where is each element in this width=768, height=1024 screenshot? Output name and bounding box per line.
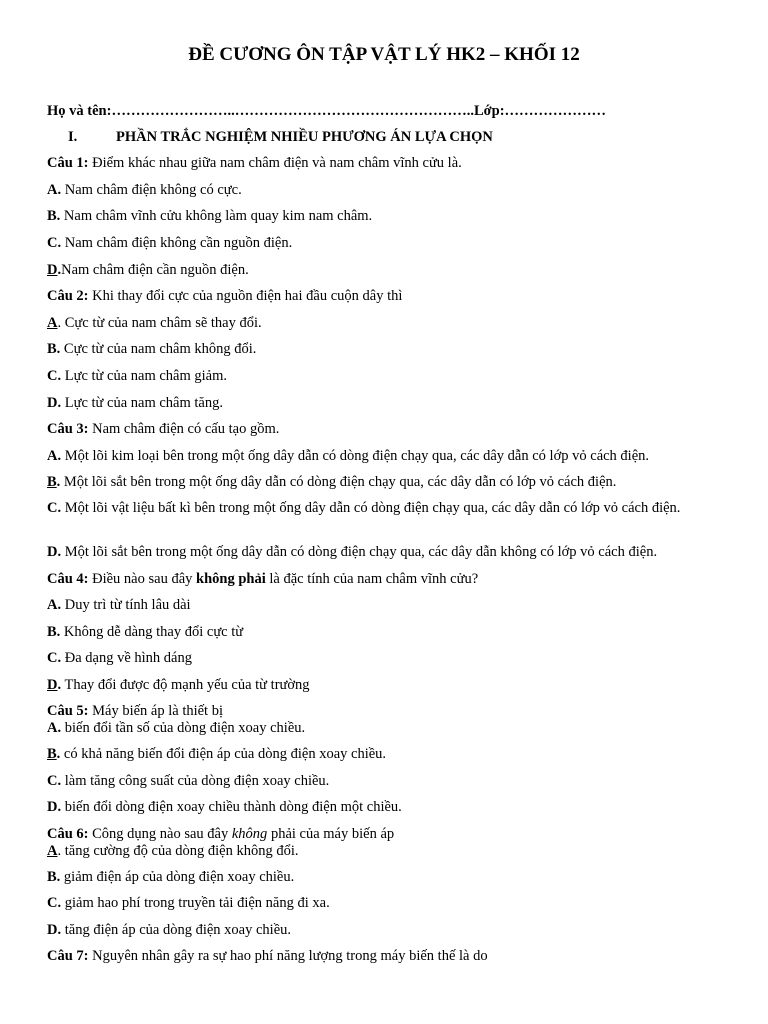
q2-option-d: D. Lực từ của nam châm tăng. — [47, 395, 223, 411]
question-5 — [47, 703, 727, 720]
q1-option-c: C. Nam châm điện không cần nguồn điện. — [47, 235, 293, 251]
option-letter: D — [47, 799, 58, 815]
option-text: tăng điện áp của dòng điện xoay chiều. — [61, 922, 292, 938]
q1-option-d: D.Nam châm điện cần nguồn điện. — [47, 262, 249, 278]
q5-option-a: A. biến đổi tần số của dòng điện xoay chiều. — [47, 720, 306, 736]
option-text: Một lõi sắt bên trong một ống dây dẫn có dòng điện chạy qua, các dây dẫn không có lớp vỏ cách điện. — [61, 544, 658, 560]
q3-option-a: A. Một lõi kim loại bên trong một ống dây dẫn có dòng điện chạy qua, các dây dẫn có lớp vỏ cách điện. — [47, 448, 650, 464]
question-emphasis: không — [231, 826, 268, 842]
option-text: Đa dạng về hình dáng — [61, 650, 192, 666]
question-text: phải của máy biến áp — [267, 826, 395, 842]
option-letter: B — [47, 208, 57, 224]
question-text: Khi thay đổi cực của nguồn điện hai đầu cuộn dây thì — [88, 288, 403, 304]
q3-option-d: D. Một lõi sắt bên trong một ống dây dẫn có dòng điện chạy qua, các dây dẫn không có lớp vỏ cách điện. — [47, 544, 658, 560]
q1-option-a: A. Nam châm điện không có cực. — [47, 182, 242, 198]
question-1 — [47, 155, 727, 172]
option-letter: A — [47, 182, 58, 198]
class-label: Lớp: — [473, 103, 505, 119]
question-text: Máy biến áp là thiết bị — [88, 703, 223, 719]
option-text: Duy trì từ tính lâu dài — [61, 597, 191, 613]
option-text: Nam châm điện không có cực. — [61, 182, 242, 198]
question-text: Điểm khác nhau giữa nam châm điện và nam châm vĩnh cửu là. — [88, 155, 462, 171]
q5-option-d: D. biến đổi dòng điện xoay chiều thành dòng điện một chiều. — [47, 799, 402, 815]
option-letter: B — [47, 624, 57, 640]
question-text: Nguyên nhân gây ra sự hao phí năng lượng trong máy biến thế là do — [88, 948, 488, 964]
q5-option-c: C. làm tăng công suất của dòng điện xoay chiều. — [47, 773, 330, 789]
q2-option-b: B. Cực từ của nam châm không đổi. — [47, 341, 257, 357]
option-letter: D — [47, 395, 58, 411]
q6-option-a: A. tăng cường độ của dòng điện không đổi. — [47, 843, 299, 859]
question-7 — [47, 948, 727, 965]
q6-option-d: D. tăng điện áp của dòng điện xoay chiều. — [47, 922, 292, 938]
question-label: Câu 2: — [47, 288, 89, 304]
question-label: Câu 4: — [47, 571, 89, 587]
option-letter: A — [47, 448, 58, 464]
section-number: I. — [68, 129, 78, 145]
option-text: tăng cường độ của dòng điện không đổi. — [61, 843, 299, 859]
q5-option-b: B. có khả năng biến đổi điện áp của dòng điện xoay chiều. — [47, 746, 387, 762]
option-letter: D — [47, 544, 58, 560]
q2-option-c: C. Lực từ của nam châm giảm. — [47, 368, 228, 384]
question-emphasis: không phải — [196, 571, 266, 587]
option-text: Thay đổi được độ mạnh yếu của từ trường — [61, 677, 310, 693]
option-letter: B — [47, 341, 57, 357]
option-text: biến đổi dòng điện xoay chiều thành dòng điện một chiều. — [61, 799, 402, 815]
option-text: Một lõi sắt bên trong một ống dây dẫn có dòng điện chạy qua, các dây dẫn có lớp vỏ cách điện. — [60, 474, 617, 490]
option-letter: C — [47, 650, 58, 666]
class-blank: ………………… — [504, 103, 607, 119]
q2-option-a: A. Cực từ của nam châm sẽ thay đổi. — [47, 315, 262, 331]
option-letter-answer: B — [47, 746, 57, 762]
question-4 — [47, 571, 727, 588]
option-text: Một lõi vật liệu bất kì bên trong một ống dây dẫn có dòng điện chạy qua, các dây dẫn có lớp vỏ cách điện. — [61, 500, 681, 516]
q4-option-b: B. Không dễ dàng thay đổi cực từ — [47, 624, 244, 640]
option-text: Nam châm vĩnh cửu không làm quay kim nam châm. — [60, 208, 373, 224]
option-letter: C — [47, 235, 58, 251]
question-3 — [47, 421, 727, 438]
option-text: Nam châm điện không cần nguồn điện. — [61, 235, 293, 251]
question-label: Câu 3: — [47, 421, 89, 437]
q4-option-a: A. Duy trì từ tính lâu dài — [47, 597, 191, 613]
question-label: Câu 5: — [47, 703, 89, 719]
option-letter: A — [47, 720, 58, 736]
option-letter-answer: D — [47, 677, 58, 693]
option-text: làm tăng công suất của dòng điện xoay chiều. — [61, 773, 330, 789]
name-blank: ……………………..………………………………………….. — [111, 103, 474, 119]
q6-option-c: C. giảm hao phí trong truyền tải điện năng đi xa. — [47, 895, 330, 911]
question-label: Câu 7: — [47, 948, 89, 964]
option-letter: C — [47, 368, 58, 384]
option-text: Lực từ của nam châm giảm. — [61, 368, 228, 384]
student-info-line — [47, 103, 727, 120]
option-letter: D — [47, 922, 58, 938]
option-letter: C — [47, 895, 58, 911]
option-text: Không dễ dàng thay đổi cực từ — [60, 624, 244, 640]
document-title: ĐỀ CƯƠNG ÔN TẬP VẬT LÝ HK2 – KHỐI 12 — [188, 44, 580, 65]
option-letter-answer: A — [47, 315, 58, 331]
q4-option-c: C. Đa dạng về hình dáng — [47, 650, 192, 666]
option-text: Cực từ của nam châm không đổi. — [60, 341, 257, 357]
question-text: Nam châm điện có cấu tạo gồm. — [88, 421, 280, 437]
option-letter: B — [47, 869, 57, 885]
name-label: Họ và tên: — [47, 103, 112, 119]
option-letter-answer: D — [47, 262, 58, 278]
option-letter-answer: B — [47, 474, 57, 490]
question-label: Câu 6: — [47, 826, 89, 842]
option-letter: C — [47, 773, 58, 789]
q3-option-c: C. Một lõi vật liệu bất kì bên trong một ống dây dẫn có dòng điện chạy qua, các dây dẫn có lớp vỏ cách điện. — [47, 500, 681, 516]
q1-option-b: B. Nam châm vĩnh cửu không làm quay kim nam châm. — [47, 208, 373, 224]
option-text: giảm hao phí trong truyền tải điện năng đi xa. — [61, 895, 330, 911]
q6-option-b: B. giảm điện áp của dòng điện xoay chiều. — [47, 869, 295, 885]
option-text: biến đổi tần số của dòng điện xoay chiều. — [61, 720, 306, 736]
option-letter-answer: A — [47, 843, 58, 859]
option-text: Lực từ của nam châm tăng. — [61, 395, 223, 411]
question-text: Công dụng nào sau đây — [88, 826, 232, 842]
section-title: PHẦN TRẮC NGHIỆM NHIỀU PHƯƠNG ÁN LỰA CHỌN — [116, 129, 493, 145]
option-text: Cực từ của nam châm sẽ thay đổi. — [61, 315, 262, 331]
q4-option-d: D. Thay đổi được độ mạnh yếu của từ trường — [47, 677, 310, 693]
option-text: Nam châm điện cần nguồn điện. — [61, 262, 249, 278]
q3-option-b: B. Một lõi sắt bên trong một ống dây dẫn có dòng điện chạy qua, các dây dẫn có lớp vỏ cách điện. — [47, 474, 617, 490]
option-letter: C — [47, 500, 58, 516]
question-label: Câu 1: — [47, 155, 89, 171]
question-6 — [47, 826, 727, 843]
option-letter: A — [47, 597, 58, 613]
option-text: giảm điện áp của dòng điện xoay chiều. — [60, 869, 295, 885]
question-text: Điều nào sau đây — [88, 571, 197, 587]
question-2 — [47, 288, 727, 305]
question-text: là đặc tính của nam châm vĩnh cửu? — [265, 571, 479, 587]
option-text: có khả năng biến đổi điện áp của dòng điện xoay chiều. — [60, 746, 387, 762]
option-text: Một lõi kim loại bên trong một ống dây dẫn có dòng điện chạy qua, các dây dẫn có lớp vỏ cách điện. — [61, 448, 650, 464]
